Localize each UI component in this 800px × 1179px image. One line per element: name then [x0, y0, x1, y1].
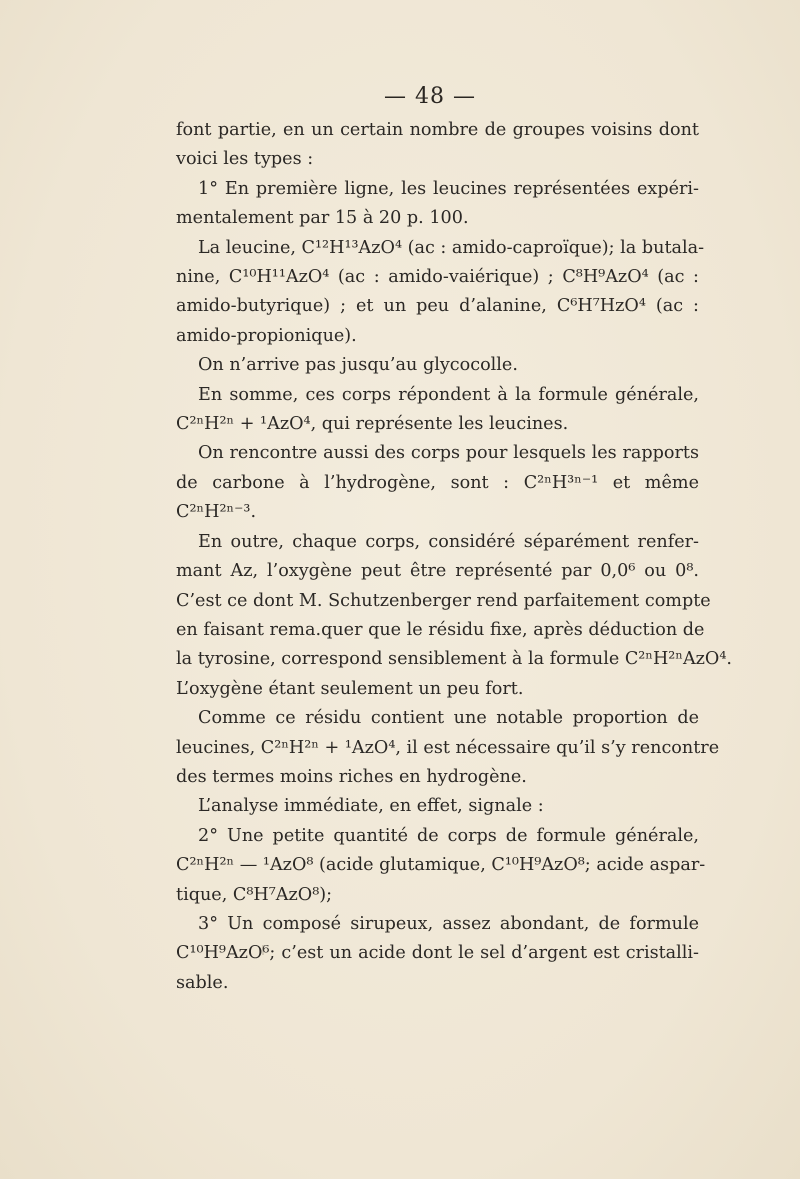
- text-line-16: mant Az, l’oxygène peut être représenté par 0,0⁶ ou 0⁸.: [176, 561, 699, 582]
- text-line-2: voici les types :: [176, 149, 314, 170]
- text-line-20: L’oxygène étant seulement un peu fort.: [176, 678, 524, 699]
- body-text: [176, 116, 732, 998]
- text-line-7: amido-butyrique) ; et un peu d’alanine, C⁶H⁷HzO⁴ (ac :: [176, 296, 699, 317]
- text-line-19: la tyrosine, correspond sensiblement à la formule C²ⁿH²ⁿAzO⁴.: [176, 649, 732, 670]
- text-line-26: C²ⁿH²ⁿ — ¹AzO⁸ (acide glutamique, C¹⁰H⁹AzO⁸; acide aspar-: [176, 855, 706, 876]
- text-line-9: On n’arrive pas jusqu’au glycocolle.: [198, 355, 518, 376]
- text-line-10: En somme, ces corps répondent à la formule générale,: [198, 384, 699, 405]
- text-line-5: La leucine, C¹²H¹³AzO⁴ (ac : amido-caproïque); la butala-: [198, 237, 705, 258]
- text-line-27: tique, C⁸H⁷AzO⁸);: [176, 884, 333, 905]
- paper-mark: [262, 945, 264, 955]
- text-line-25: 2° Une petite quantité de corps de formule générale,: [198, 825, 699, 846]
- text-line-15: En outre, chaque corps, considéré séparément renfer-: [198, 531, 699, 552]
- text-line-29: C¹⁰H⁹AzO⁶; c’est un acide dont le sel d’argent est cristalli-: [176, 943, 699, 964]
- text-line-30: sable.: [176, 972, 229, 993]
- page-number: — 48 —: [384, 84, 476, 109]
- text-line-13: de carbone à l’hydrogène, sont : C²ⁿH³ⁿ⁻¹ et même: [176, 472, 699, 493]
- text-line-1: font partie, en un certain nombre de groupes voisins dont: [176, 120, 699, 140]
- text-line-18: en faisant rema.quer que le résidu fixe, après déduction de: [176, 619, 705, 640]
- text-line-11: C²ⁿH²ⁿ + ¹AzO⁴, qui représente les leucines.: [176, 414, 569, 435]
- text-line-8: amido-propionique).: [176, 325, 357, 346]
- text-line-14: C²ⁿH²ⁿ⁻³.: [176, 502, 257, 523]
- text-line-28: 3° Un composé sirupeux, assez abondant, de formule: [198, 913, 699, 934]
- text-line-17: C’est ce dont M. Schutzenberger rend parfaitement compte: [176, 590, 711, 611]
- text-line-22: leucines, C²ⁿH²ⁿ + ¹AzO⁴, il est nécessaire qu’il s’y rencontre: [176, 737, 720, 758]
- text-line-23: des termes moins riches en hydrogène.: [176, 766, 527, 787]
- text-line-6: nine, C¹⁰H¹¹AzO⁴ (ac : amido-vaiérique) ; C⁸H⁹AzO⁴ (ac :: [176, 267, 699, 288]
- text-line-21: Comme ce résidu contient une notable proportion de: [198, 708, 699, 729]
- text-line-4: mentalement par 15 à 20 p. 100.: [176, 208, 469, 229]
- text-line-3: 1° En première ligne, les leucines représentées expéri-: [198, 178, 699, 199]
- text-line-24: L’analyse immédiate, en effet, signale :: [198, 796, 544, 817]
- text-line-12: On rencontre aussi des corps pour lesquels les rapports: [198, 443, 699, 464]
